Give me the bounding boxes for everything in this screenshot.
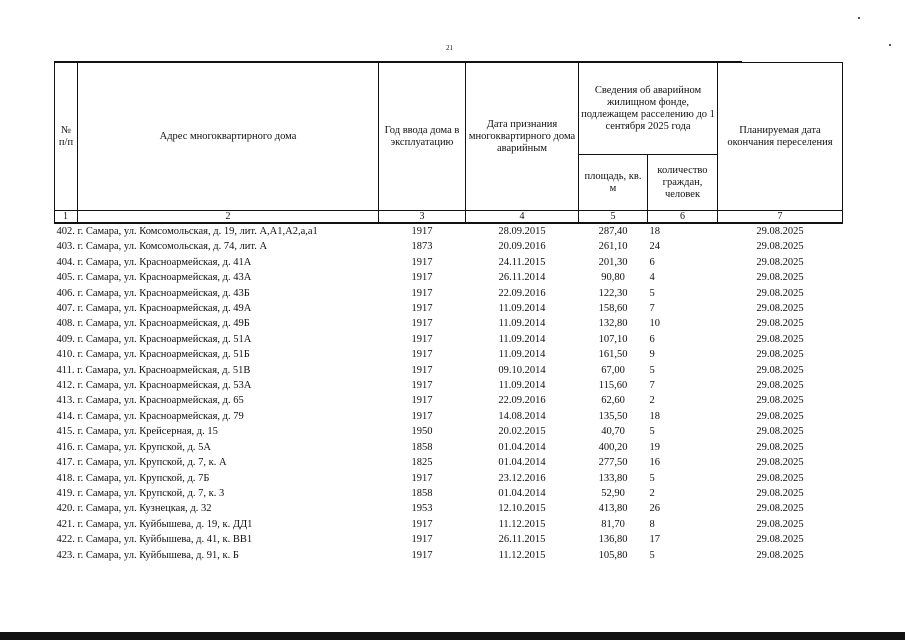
address-text: г. Самара, ул. Красноармейская, д. 53А xyxy=(77,380,252,392)
address-text: г. Самара, ул. Кузнецкая, д. 32 xyxy=(77,503,212,515)
address-cell xyxy=(55,486,379,501)
people-cell: 19 xyxy=(649,441,660,453)
row-number: 413. xyxy=(56,395,75,407)
year-cell: 1917 xyxy=(411,518,433,530)
row-number: 420. xyxy=(56,503,75,515)
address-text: г. Самара, ул. Крейсерная, д. 15 xyxy=(77,426,218,438)
year-cell: 1917 xyxy=(411,364,433,376)
address-cell xyxy=(55,223,379,239)
year-cell: 1917 xyxy=(411,472,433,484)
address-text: г. Самара, ул. Куйбышева, д. 91, к. Б xyxy=(77,549,239,561)
year-cell: 1917 xyxy=(411,349,433,361)
area-cell: 133,80 xyxy=(598,472,628,484)
address-cell xyxy=(55,301,379,316)
address-cell xyxy=(55,440,379,455)
table-row xyxy=(55,316,843,331)
row-number: 423. xyxy=(56,549,75,561)
resettlement-table xyxy=(54,62,843,563)
address-cell xyxy=(55,532,379,547)
year-cell: 1917 xyxy=(411,272,433,284)
people-cell: 5 xyxy=(649,549,655,561)
plan-cell: 29.08.2025 xyxy=(756,380,804,392)
row-number: 412. xyxy=(56,380,75,392)
date-cell: 09.10.2014 xyxy=(498,364,546,376)
area-cell: 400,20 xyxy=(598,441,628,453)
row-number: 405. xyxy=(56,272,75,284)
row-number: 402. xyxy=(56,226,75,237)
area-cell: 161,50 xyxy=(598,349,628,361)
row-number: 403. xyxy=(56,241,75,253)
table-row xyxy=(55,393,843,408)
area-cell: 135,50 xyxy=(598,410,628,422)
address-text: г. Самара, ул. Крупской, д. 5А xyxy=(77,441,211,453)
area-cell: 261,10 xyxy=(598,241,628,253)
header-year: Год ввода дома в эксплуатацию xyxy=(379,63,466,211)
table-row xyxy=(55,363,843,378)
year-cell: 1917 xyxy=(411,287,433,299)
address-text: г. Самара, ул. Красноармейская, д. 51Б xyxy=(77,349,250,361)
plan-cell: 29.08.2025 xyxy=(756,395,804,407)
plan-cell: 29.08.2025 xyxy=(756,487,804,499)
year-cell: 1858 xyxy=(411,441,433,453)
area-cell: 158,60 xyxy=(598,303,628,315)
plan-cell: 29.08.2025 xyxy=(756,457,804,469)
area-cell: 107,10 xyxy=(598,333,628,345)
header-recognition-date: Дата признания многоквартирного дома аварийным xyxy=(466,63,579,211)
table-row xyxy=(55,332,843,347)
year-cell: 1917 xyxy=(411,303,433,315)
year-cell: 1917 xyxy=(411,410,433,422)
address-cell xyxy=(55,501,379,516)
year-cell: 1917 xyxy=(411,395,433,407)
header-planned-date: Планируемая дата окончания переселения xyxy=(718,63,843,211)
plan-cell: 29.08.2025 xyxy=(756,534,804,546)
header-address: Адрес многоквартирного дома xyxy=(78,63,379,211)
row-number: 414. xyxy=(56,410,75,422)
table-row xyxy=(55,548,843,563)
date-cell: 11.12.2015 xyxy=(498,518,546,530)
area-cell: 81,70 xyxy=(601,518,625,530)
address-text: г. Самара, ул. Комсомольская, д. 74, лит. А xyxy=(77,241,268,253)
table-row xyxy=(55,440,843,455)
people-cell: 5 xyxy=(649,472,655,484)
table-row xyxy=(55,347,843,362)
area-cell: 201,30 xyxy=(598,256,628,268)
plan-cell: 29.08.2025 xyxy=(756,518,804,530)
row-number: 416. xyxy=(56,441,75,453)
plan-cell: 29.08.2025 xyxy=(756,441,804,453)
scan-speck xyxy=(889,44,891,46)
table-body xyxy=(55,223,843,563)
year-cell: 1917 xyxy=(411,534,433,546)
plan-cell: 29.08.2025 xyxy=(756,364,804,376)
table-row xyxy=(55,517,843,532)
table-row xyxy=(55,270,843,285)
date-cell: 11.09.2014 xyxy=(498,318,546,330)
people-cell: 4 xyxy=(649,272,655,284)
plan-cell: 29.08.2025 xyxy=(756,303,804,315)
date-cell: 22.09.2016 xyxy=(498,287,546,299)
date-cell: 11.09.2014 xyxy=(498,380,546,392)
address-text: г. Самара, ул. Красноармейская, д. 51В xyxy=(77,364,251,376)
plan-cell: 29.08.2025 xyxy=(756,426,804,438)
people-cell: 2 xyxy=(649,395,655,407)
area-cell: 40,70 xyxy=(601,426,625,438)
column-index-row xyxy=(55,211,843,224)
address-text: г. Самара, ул. Крупской, д. 7, к. А xyxy=(77,457,227,469)
year-cell: 1858 xyxy=(411,487,433,499)
address-cell xyxy=(55,409,379,424)
year-cell: 1917 xyxy=(411,333,433,345)
date-cell: 11.09.2014 xyxy=(498,333,546,345)
people-cell: 7 xyxy=(649,303,655,315)
date-cell: 01.04.2014 xyxy=(498,457,546,469)
area-cell: 90,80 xyxy=(601,272,625,284)
address-text: г. Самара, ул. Красноармейская, д. 41А xyxy=(77,256,252,268)
address-cell xyxy=(55,316,379,331)
date-cell: 28.09.2015 xyxy=(498,226,546,237)
address-text: г. Самара, ул. Крупской, д. 7Б xyxy=(77,472,210,484)
table-row xyxy=(55,471,843,486)
header-people: количество граждан, человек xyxy=(648,155,718,211)
area-cell: 132,80 xyxy=(598,318,628,330)
row-number: 406. xyxy=(56,287,75,299)
date-cell: 20.02.2015 xyxy=(498,426,546,438)
table-row xyxy=(55,239,843,254)
people-cell: 5 xyxy=(649,426,655,438)
people-cell: 16 xyxy=(649,457,660,469)
row-number: 410. xyxy=(56,349,75,361)
plan-cell: 29.08.2025 xyxy=(756,226,804,237)
plan-cell: 29.08.2025 xyxy=(756,472,804,484)
address-cell xyxy=(55,239,379,254)
plan-cell: 29.08.2025 xyxy=(756,318,804,330)
date-cell: 24.11.2015 xyxy=(498,256,546,268)
date-cell: 11.09.2014 xyxy=(498,303,546,315)
people-cell: 26 xyxy=(649,503,660,515)
address-text: г. Самара, ул. Красноармейская, д. 49А xyxy=(77,303,252,315)
address-text: г. Самара, ул. Куйбышева, д. 19, к. ДД1 xyxy=(77,518,253,530)
year-cell: 1917 xyxy=(411,318,433,330)
address-cell xyxy=(55,286,379,301)
date-cell: 26.11.2015 xyxy=(498,534,546,546)
row-number: 411. xyxy=(56,364,75,376)
row-number: 409. xyxy=(56,333,75,345)
year-cell: 1917 xyxy=(411,380,433,392)
area-cell: 413,80 xyxy=(598,503,628,515)
date-cell: 11.09.2014 xyxy=(498,349,546,361)
row-number: 415. xyxy=(56,426,75,438)
people-cell: 7 xyxy=(649,380,655,392)
plan-cell: 29.08.2025 xyxy=(756,410,804,422)
address-cell xyxy=(55,517,379,532)
date-cell: 23.12.2016 xyxy=(498,472,546,484)
date-cell: 01.04.2014 xyxy=(498,441,546,453)
people-cell: 24 xyxy=(649,241,660,253)
year-cell: 1873 xyxy=(411,241,433,253)
table-row xyxy=(55,424,843,439)
table-row xyxy=(55,501,843,516)
people-cell: 17 xyxy=(649,534,660,546)
address-text: г. Самара, ул. Куйбышева, д. 41, к. ВВ1 xyxy=(77,534,253,546)
address-cell xyxy=(55,363,379,378)
date-cell: 12.10.2015 xyxy=(498,503,546,515)
column-index: 4 xyxy=(466,211,579,224)
plan-cell: 29.08.2025 xyxy=(756,503,804,515)
people-cell: 18 xyxy=(649,226,660,237)
people-cell: 5 xyxy=(649,287,655,299)
year-cell: 1950 xyxy=(411,426,433,438)
column-index: 7 xyxy=(718,211,843,224)
year-cell: 1825 xyxy=(411,457,433,469)
scan-speck xyxy=(858,17,860,19)
area-cell: 136,80 xyxy=(598,534,628,546)
address-cell xyxy=(55,378,379,393)
table-row xyxy=(55,486,843,501)
column-index: 1 xyxy=(55,211,78,224)
people-cell: 6 xyxy=(649,333,655,345)
plan-cell: 29.08.2025 xyxy=(756,272,804,284)
address-text: г. Самара, ул. Комсомольская, д. 19, лит. А,А1,А2,а,а1 xyxy=(77,226,318,237)
row-number: 419. xyxy=(56,487,75,499)
page-number: 21 xyxy=(446,44,453,52)
people-cell: 10 xyxy=(649,318,660,330)
year-cell: 1953 xyxy=(411,503,433,515)
table-row xyxy=(55,301,843,316)
area-cell: 52,90 xyxy=(601,487,625,499)
column-index: 3 xyxy=(379,211,466,224)
date-cell: 26.11.2014 xyxy=(498,272,546,284)
table-row xyxy=(55,286,843,301)
scan-bottom-edge xyxy=(0,632,905,640)
table-row xyxy=(55,532,843,547)
area-cell: 287,40 xyxy=(598,226,628,237)
table-header xyxy=(55,63,843,224)
address-text: г. Самара, ул. Красноармейская, д. 43Б xyxy=(77,287,250,299)
address-text: г. Самара, ул. Красноармейская, д. 49Б xyxy=(77,318,250,330)
header-area: площадь, кв. м xyxy=(579,155,648,211)
address-text: г. Самара, ул. Красноармейская, д. 79 xyxy=(77,410,244,422)
column-index: 6 xyxy=(648,211,718,224)
plan-cell: 29.08.2025 xyxy=(756,287,804,299)
address-cell xyxy=(55,255,379,270)
address-cell xyxy=(55,347,379,362)
address-cell xyxy=(55,548,379,563)
address-cell xyxy=(55,270,379,285)
header-housing-info: Сведения об аварийном жилищном фонде, подлежащем расселению до 1 сентября 2025 года xyxy=(579,63,718,155)
year-cell: 1917 xyxy=(411,256,433,268)
plan-cell: 29.08.2025 xyxy=(756,333,804,345)
row-number: 417. xyxy=(56,457,75,469)
address-cell xyxy=(55,455,379,470)
address-text: г. Самара, ул. Красноармейская, д. 43А xyxy=(77,272,252,284)
row-number: 418. xyxy=(56,472,75,484)
people-cell: 9 xyxy=(649,349,655,361)
table-row xyxy=(55,409,843,424)
row-number: 408. xyxy=(56,318,75,330)
plan-cell: 29.08.2025 xyxy=(756,349,804,361)
address-text: г. Самара, ул. Крупской, д. 7, к. 3 xyxy=(77,487,225,499)
plan-cell: 29.08.2025 xyxy=(756,256,804,268)
date-cell: 11.12.2015 xyxy=(498,549,546,561)
people-cell: 6 xyxy=(649,256,655,268)
address-cell xyxy=(55,393,379,408)
people-cell: 5 xyxy=(649,364,655,376)
date-cell: 01.04.2014 xyxy=(498,487,546,499)
address-cell xyxy=(55,424,379,439)
header-number: № п/п xyxy=(55,63,78,211)
people-cell: 18 xyxy=(649,410,660,422)
table-row xyxy=(55,223,843,239)
row-number: 421. xyxy=(56,518,75,530)
year-cell: 1917 xyxy=(411,549,433,561)
row-number: 422. xyxy=(56,534,75,546)
area-cell: 122,30 xyxy=(598,287,628,299)
area-cell: 62,60 xyxy=(601,395,625,407)
area-cell: 67,00 xyxy=(601,364,625,376)
row-number: 407. xyxy=(56,303,75,315)
area-cell: 115,60 xyxy=(598,380,628,392)
plan-cell: 29.08.2025 xyxy=(756,241,804,253)
table-row xyxy=(55,255,843,270)
date-cell: 14.08.2014 xyxy=(498,410,546,422)
date-cell: 22.09.2016 xyxy=(498,395,546,407)
address-text: г. Самара, ул. Красноармейская, д. 65 xyxy=(77,395,244,407)
people-cell: 2 xyxy=(649,487,655,499)
address-cell xyxy=(55,332,379,347)
address-cell xyxy=(55,471,379,486)
area-cell: 105,80 xyxy=(598,549,628,561)
table-row xyxy=(55,378,843,393)
address-text: г. Самара, ул. Красноармейская, д. 51А xyxy=(77,333,252,345)
plan-cell: 29.08.2025 xyxy=(756,549,804,561)
table-row xyxy=(55,455,843,470)
column-index: 5 xyxy=(579,211,648,224)
people-cell: 8 xyxy=(649,518,655,530)
area-cell: 277,50 xyxy=(598,457,628,469)
date-cell: 20.09.2016 xyxy=(498,241,546,253)
row-number: 404. xyxy=(56,256,75,268)
year-cell: 1917 xyxy=(411,226,433,237)
column-index: 2 xyxy=(78,211,379,224)
